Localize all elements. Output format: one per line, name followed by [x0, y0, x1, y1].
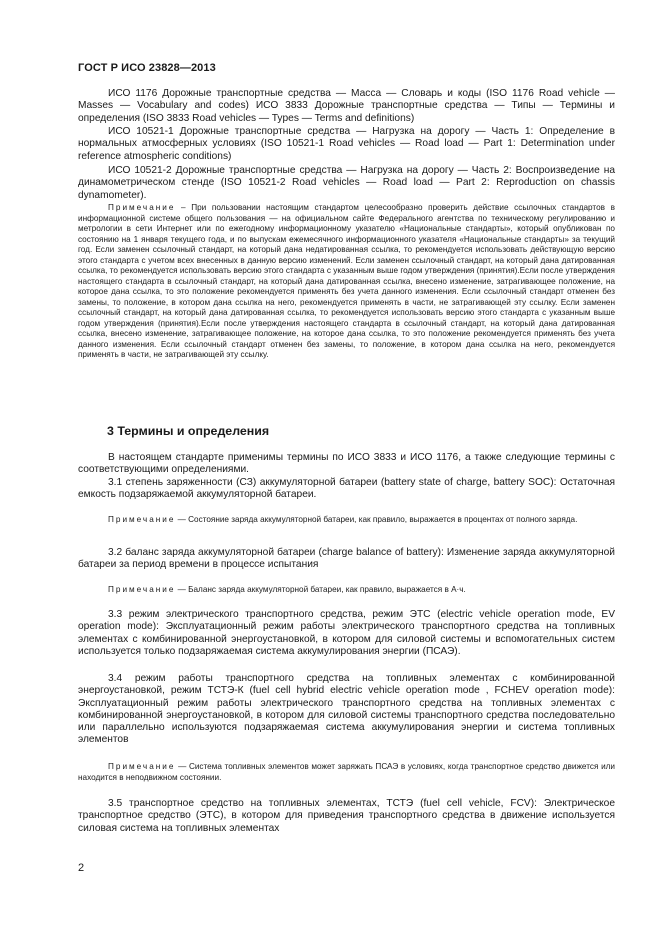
- term-paragraph: 3.2 баланс заряда аккумуляторной батареи (charge balance of battery): Изменение заряда аккумуляторной батареи за период времени в процессе испытания: [78, 547, 615, 571]
- intro-paragraph: В настоящем стандарте применимы термины по ИСО 3833 и ИСО 1176, а также следующие термины с соответствующими определениями.: [78, 452, 615, 476]
- ref-paragraph: ИСО 1176 Дорожные транспортные средства — Масса — Словарь и коды (ISO 1176 Road vehicle — Masses — Vocabulary and codes) ИСО 3833 Дорожные транспортные средства — Типы — Термины и определения (ISO 3833 Road vehicles — Types — Terms and definitions): [78, 88, 615, 124]
- note-3-2: [78, 585, 615, 596]
- section-intro: [78, 452, 615, 477]
- note-paragraph: [78, 762, 615, 783]
- note-text: – При пользовании настоящим стандартом целесообразно проверить действие ссылочных стандартов в информационной системе общего пользования — на официальном сайте Федерального агентства по техническому регулированию и метрологии в сети Интернет или по ежегодному информационному указателю «Национальные стандарты», который опубликован по состоянию на 1 января текущего года, и по выпускам ежемесячного информационного указателя «Национальные стандарты» за текущий год. Если заменен ссылочный стандарт, на который дана недатированная ссылка, то рекомендуется использовать действующую версию этого стандарта с учетом всех внесенных в данную версию изменений. Если заменен ссылочный стандарт, на который дана датированная ссылка, то рекомендуется использовать версию этого стандарта с указанным выше годом утверждения (принятия).Если после утверждения настоящего стандарта в ссылочный стандарт, на который дана датированная ссылка, внесено изменение, затрагивающее положение, на которое дана ссылка, то это положение рекомендуется применять без учета данного изменения. Если ссылочный стандарт отменен без замены, то положение, в котором дана ссылка на него, рекомендуется применять в части, не затрагивающей эту ссылку. Если заменен ссылочный стандарт, на который дана датированная ссылка, то рекомендуется использовать версию этого стандарта с указанным выше годом утверждения (принятия).Если после утверждения настоящего стандарта в ссылочный стандарт, на который дана датированная ссылка, внесено изменение, затрагивающее положение, на которое дана ссылка, то это положение рекомендуется применять без учета данного изменения. Если ссылочный стандарт отменен без замены, то положение, в котором дана ссылка на него, рекомендуется применять в части, не затрагивающей эту ссылку.: [78, 203, 615, 359]
- term-paragraph: 3.4 режим работы транспортного средства на топливных элементах с комбинированной энергоустановкой, режим ТСТЭ-К (fuel cell hybrid electric vehicle operation mode , FCHEV operation mode): Эксплуатационный режим работы электрического транспортного средства на топливных элементах с комбинированной энергоустановкой, в котором для силовой системы транспортного средства последовательно или параллельно используются подзаряжаемая система аккумулирования энергии и система топливных элементов: [78, 673, 615, 746]
- note-3-4: [78, 762, 615, 783]
- section-heading: 3 Термины и определения: [107, 424, 270, 438]
- note-3-1: [78, 515, 615, 526]
- term-paragraph: 3.5 транспортное средство на топливных элементах, ТСТЭ (fuel cell vehicle, FCV): Электрическое транспортное средство (ЭТС), в котором для приведения транспортного средства в движение используется силовая система на топливных элементах: [78, 798, 615, 834]
- note-paragraph: [78, 515, 615, 526]
- ref-iso-10521-1: [78, 126, 615, 163]
- note-label: Примечание: [108, 515, 176, 524]
- note-label: Примечание: [108, 762, 176, 771]
- term-3-1: [78, 477, 615, 502]
- term-3-4: [78, 673, 615, 747]
- term-paragraph: 3.3 режим электрического транспортного средства, режим ЭТС (electric vehicle operation mode, EV operation mode): Эксплуатационный режим работы электрического транспортного средства на топливных элементах с комбинированной энергоустановкой, в котором для силовой системы и вспомогательных систем используется только подзаряжаемая система аккумулирования энергии (ПСАЭ).: [78, 609, 615, 657]
- note-text: — Баланс заряда аккумуляторной батареи, как правило, выражается в А·ч.: [175, 585, 466, 594]
- page-number: 2: [78, 862, 85, 874]
- term-paragraph: 3.1 степень заряженности (СЗ) аккумуляторной батареи (battery state of charge, battery SOC): Остаточная емкость подзаряжаемой аккумуляторной батареи.: [78, 477, 615, 501]
- note-text: — Система топливных элементов может заряжать ПСАЭ в условиях, когда транспортное средство движется или находится в неподвижном состоянии.: [78, 762, 615, 782]
- ref-paragraph: ИСО 10521-2 Дорожные транспортные средства — Нагрузка на дорогу — Часть 2: Воспроизведение на динамометрическом стенде (ISO 10521-2 Road vehicles — Road load — Part 2: Reproduction on chassis dynamometer).: [78, 165, 615, 201]
- term-3-5: [78, 798, 615, 835]
- term-3-2: [78, 547, 615, 572]
- note-paragraph: [78, 585, 615, 596]
- note-label: Примечание: [108, 203, 176, 212]
- note-label: Примечание: [108, 585, 176, 594]
- term-3-3: [78, 609, 615, 658]
- note-text: — Состояние заряда аккумуляторной батареи, как правило, выражается в процентах от полного заряда.: [175, 515, 578, 524]
- ref-iso-10521-2: [78, 165, 615, 202]
- note-references: [78, 203, 615, 361]
- ref-paragraph: ИСО 10521-1 Дорожные транспортные средства — Нагрузка на дорогу — Часть 1: Определение в нормальных атмосферных условиях (ISO 10521-1 Road vehicles — Road load — Part 1: Determination under reference atmospheric conditions): [78, 126, 615, 162]
- document-code-header: ГОСТ Р ИСО 23828—2013: [78, 62, 216, 74]
- note-paragraph: [78, 203, 615, 361]
- ref-iso-1176-3833: [78, 88, 615, 125]
